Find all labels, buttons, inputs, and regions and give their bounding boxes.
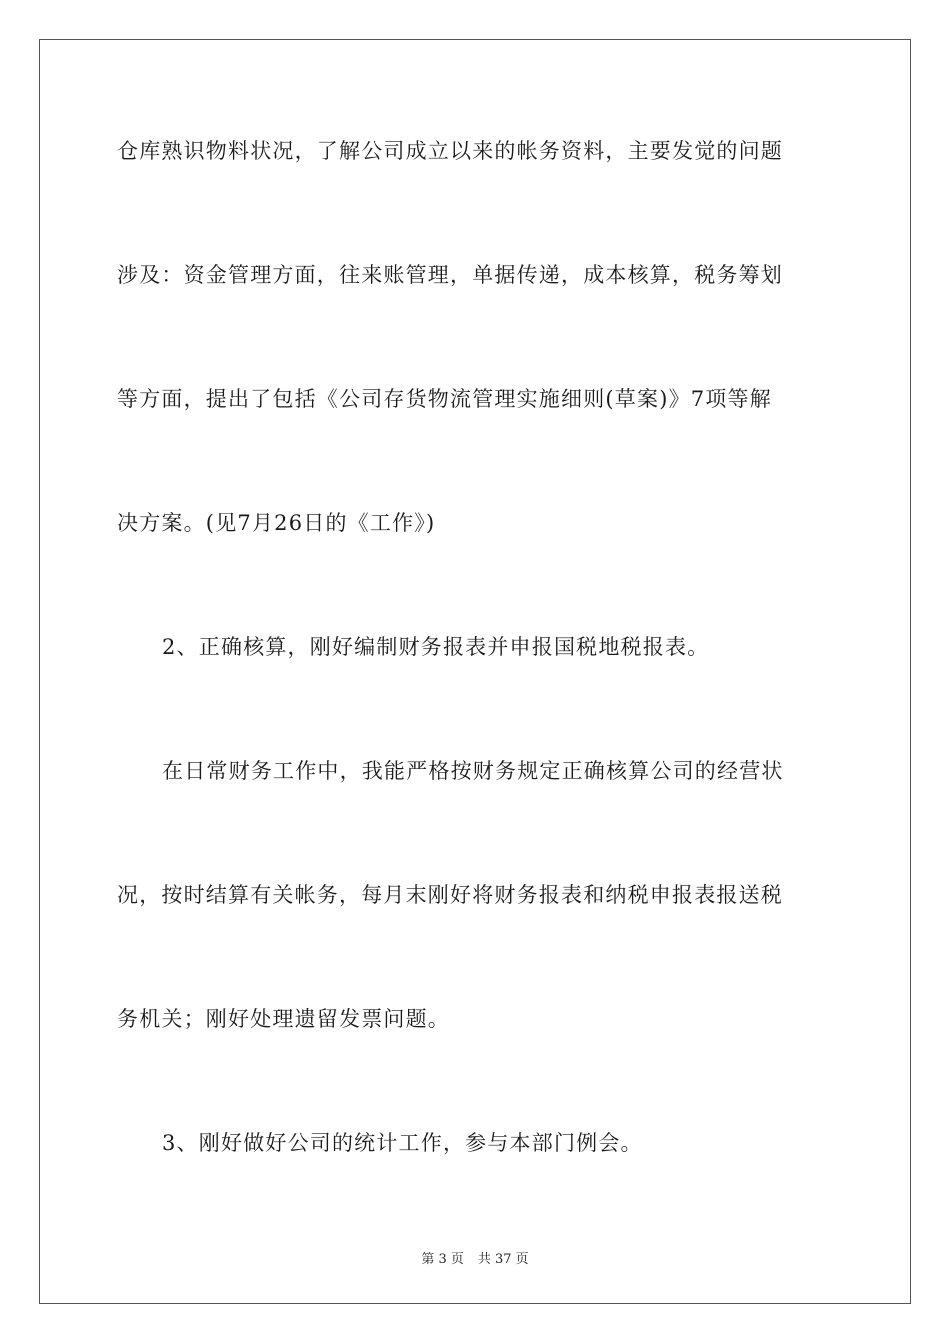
- page-footer: [0, 1248, 950, 1267]
- numbered-item-3: 3、刚好做好公司的统计工作，参与本部门例会。: [162, 1131, 643, 1155]
- page-number: 第 3 页: [421, 1252, 464, 1267]
- body-text-line-7: 况，按时结算有关帐务，每月末刚好将财务报表和纳税申报表报送税: [117, 883, 783, 907]
- body-text-line-8: 务机关；刚好处理遗留发票问题。: [117, 1007, 450, 1031]
- body-text-line-1: 仓库熟识物料状况，了解公司成立以来的帐务资料，主要发觉的问题: [117, 139, 783, 163]
- total-pages: 共 37 页: [477, 1252, 529, 1267]
- body-text-line-3: 等方面，提出了包括《公司存货物流管理实施细则(草案)》7项等解: [117, 387, 772, 411]
- body-text-line-2: 涉及：资金管理方面，往来账管理，单据传递，成本核算，税务筹划: [117, 263, 783, 287]
- body-text-line-4: 决方案。(见7月26日的《工作》): [117, 511, 436, 535]
- page-border: [39, 39, 911, 1304]
- numbered-item-2: 2、正确核算，刚好编制财务报表并申报国税地税报表。: [162, 635, 710, 659]
- body-text-line-6: 在日常财务工作中，我能严格按财务规定正确核算公司的经营状: [162, 759, 784, 783]
